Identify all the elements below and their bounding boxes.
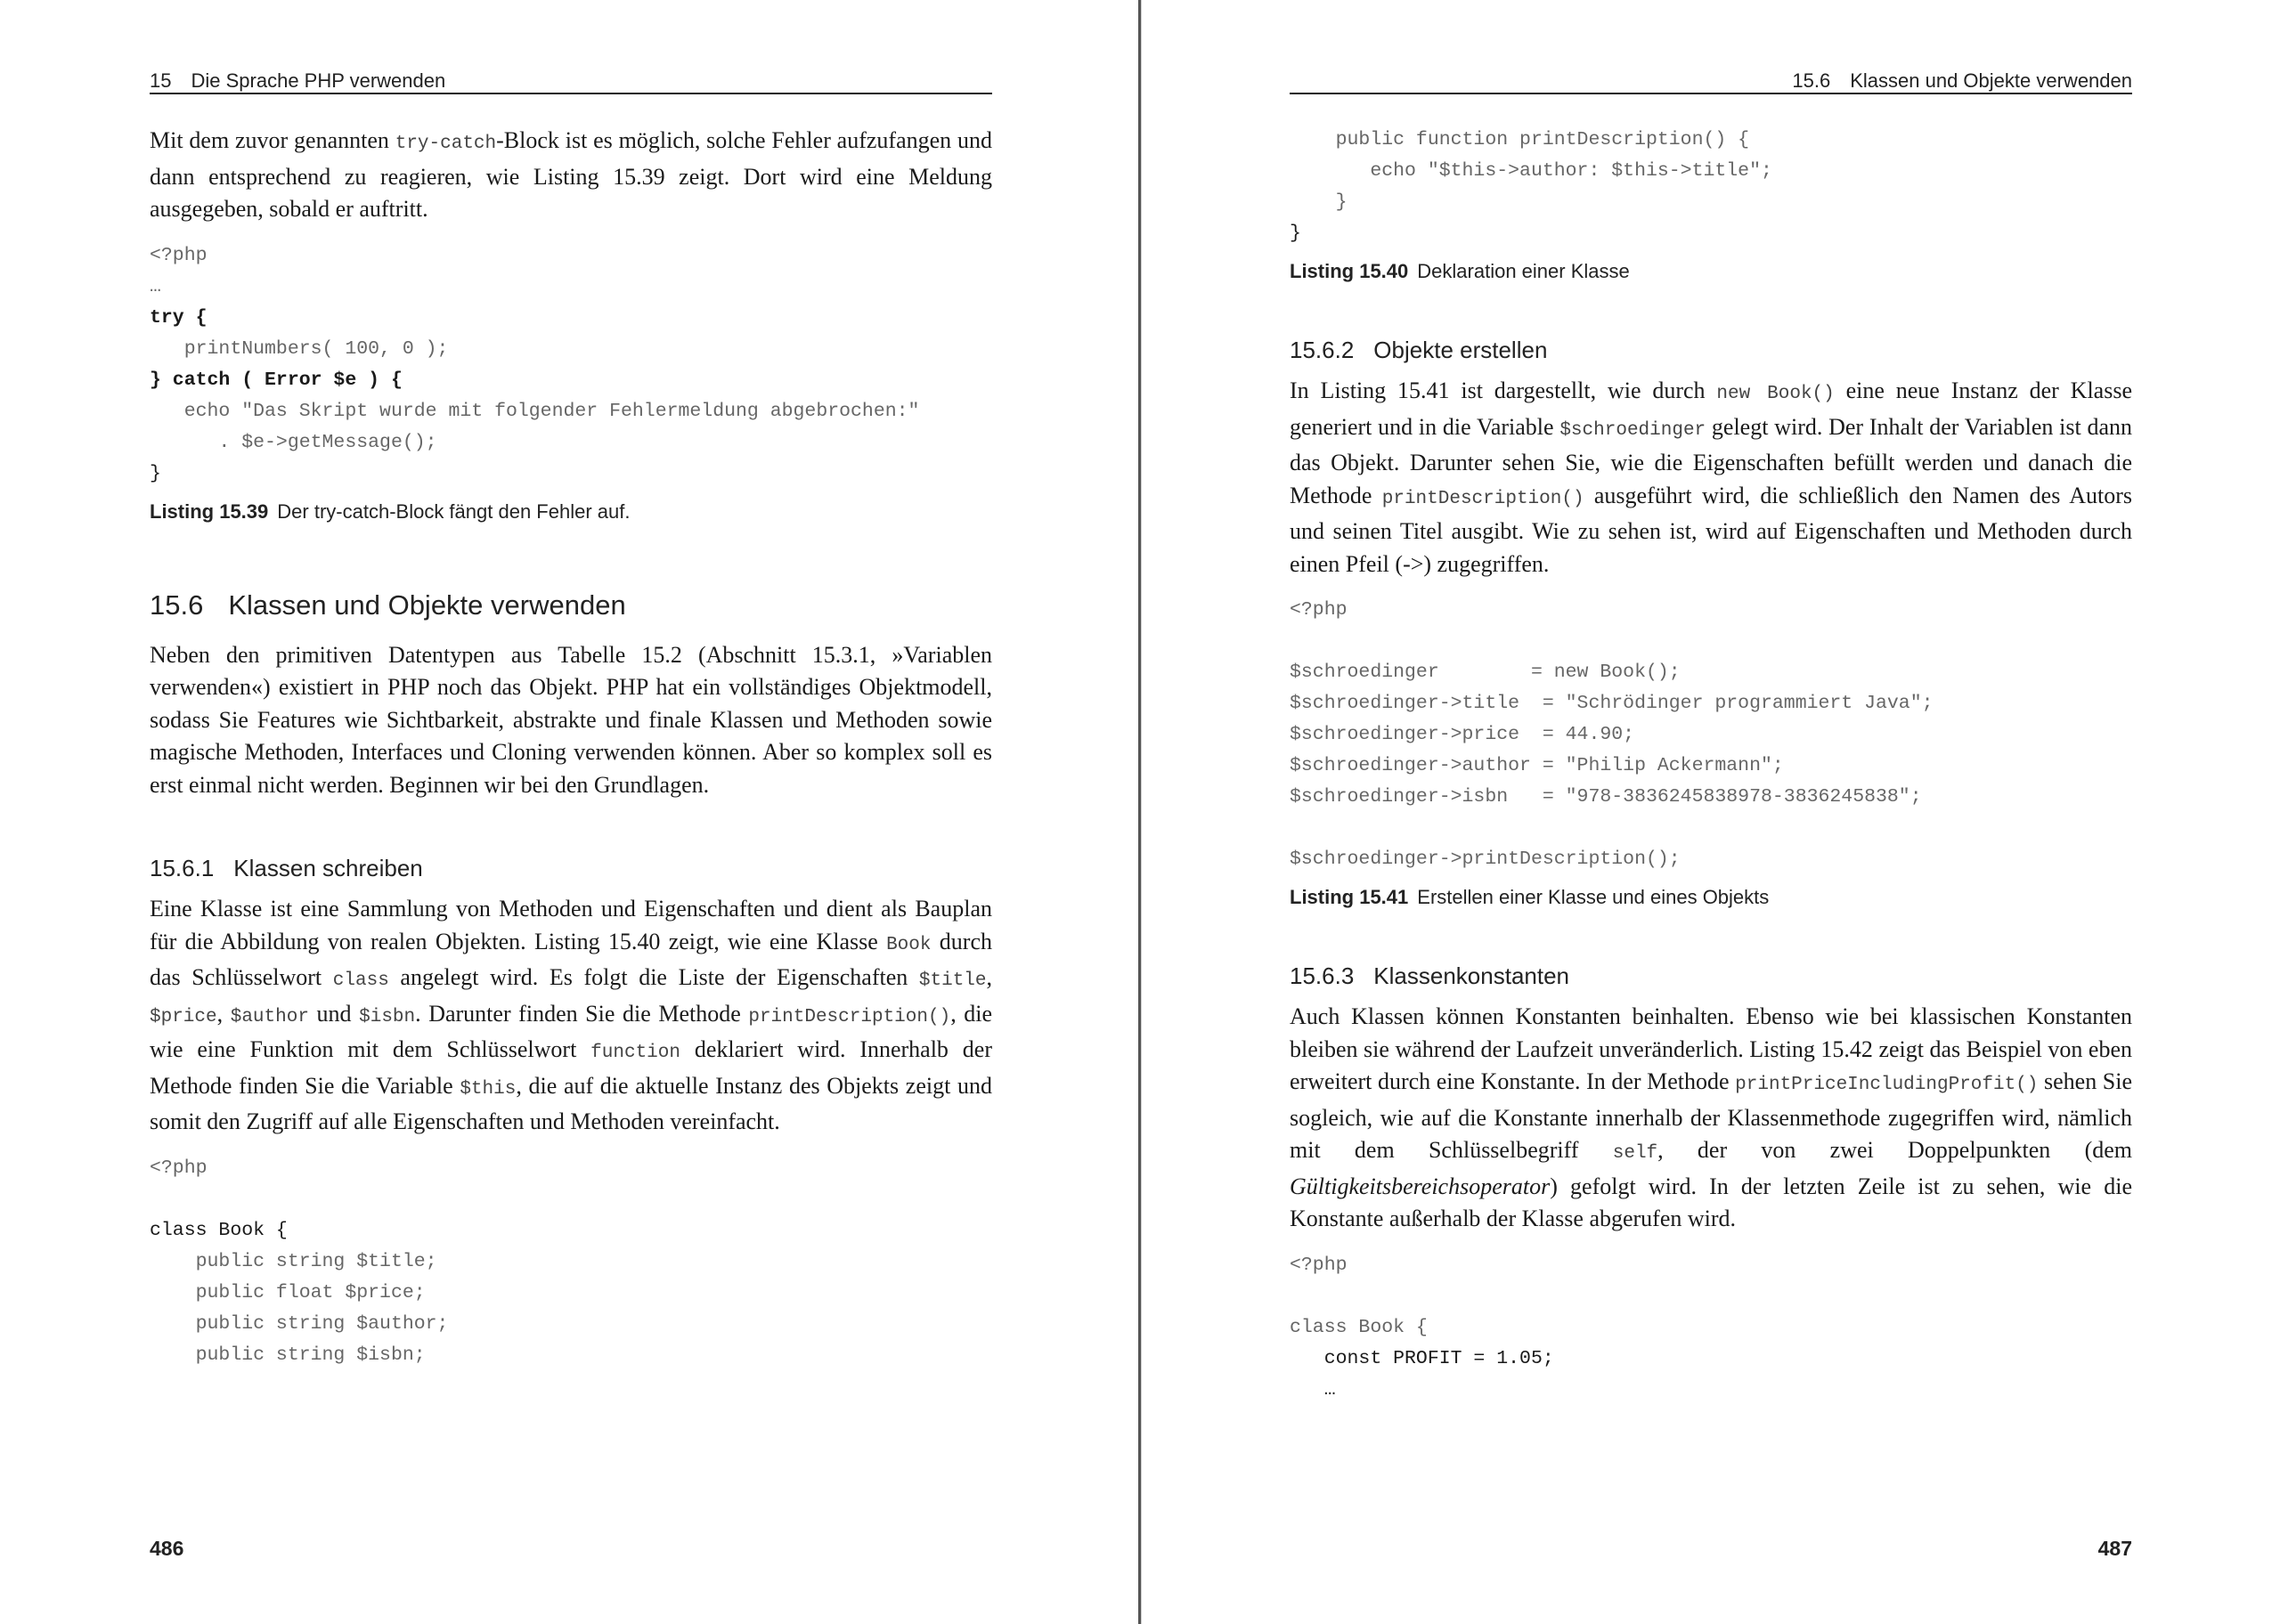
code-line: $schroedinger->price = 44.90; (1290, 724, 1635, 745)
subsection-heading-15-6-1: 15.6.1 Klassen schreiben (150, 855, 423, 881)
section-paragraph: Neben den primitiven Datentypen aus Tabelle 15.2 (Abschnitt 15.3.1, »Variablen verwenden«) existiert in PHP noch das Objekt. PHP hat ein vollständiges Objektmodell, sodass Sie Features wie Sichtbarkeit, abstrakte und finale Klassen und Methoden sowie magische Methoden, Interfaces und Cloning verwenden können. Aber so komplex soll es erst einmal nicht werden. Beginnen wir bei den Grundlagen. (150, 641, 992, 798)
left-page (0, 0, 1139, 1624)
code-listing-15-40-part2 (1290, 125, 2132, 249)
code-line (1290, 813, 2132, 844)
code-listing-15-39 (150, 240, 992, 490)
section-heading-15-6: 15.6 Klassen und Objekte verwenden (150, 589, 626, 621)
code-line: $schroedinger->title = "Schrödinger programmiert Java"; (1290, 693, 1934, 714)
code-line: } (1290, 223, 1301, 244)
running-header-right (1290, 59, 2132, 94)
code-line: $schroedinger = new Book(); (1290, 662, 1681, 683)
listing-caption-15-41: Listing 15.41 Erstellen einer Klasse und eines Objekts (1290, 886, 1770, 908)
code-line: public function printDescription() { (1290, 129, 1750, 150)
code-line: public string $isbn; (150, 1344, 426, 1366)
code-line: $schroedinger->author = "Philip Ackermann"; (1290, 755, 1784, 776)
code-line: const PROFIT = 1.05; (1290, 1347, 1554, 1369)
code-line: echo "Das Skript wurde mit folgender Fehlermeldung abgebrochen:" (150, 400, 920, 422)
right-page-content (1290, 59, 2132, 1417)
code-line: public string $title; (150, 1250, 437, 1272)
code-line (150, 1184, 992, 1215)
code-line: <?php (150, 1157, 208, 1179)
listing-caption-15-40: Listing 15.40 Deklaration einer Klasse (1290, 260, 1630, 282)
code-line: class Book { (150, 1219, 288, 1241)
subsection-paragraph-objects: In Listing 15.41 ist dargestellt, wie durch new Book() eine neue Instanz der Klasse generiert und in die Variable $schroedinger gelegt wird. Der Inhalt der Variablen ist dann das Objekt. Darunter sehen Sie, wie die Eigenschaften befüllt werden und danach die Methode printDescription() ausgeführt wird, die schließlich den Namen des Autors und seinen Titel ausgibt. Wie zu sehen ist, wird auf Eigenschaften und Methoden durch einen Pfeil (->) zugegriffen. (1290, 378, 2132, 577)
chapter-title: Die Sprache PHP verwenden (191, 69, 446, 92)
code-line: echo "$this->author: $this->title"; (1290, 160, 1772, 182)
code-line: printNumbers( 100, 0 ); (150, 337, 449, 360)
intro-paragraph: Mit dem zuvor genannten try-catch-Block ist es möglich, solche Fehler aufzufangen und dann entsprechend zu reagieren, wie Listing 15.39 zeigt. Dort wird eine Meldung ausgegeben, sobald er auftritt. (150, 127, 992, 222)
subsection-paragraph: Eine Klasse ist eine Sammlung von Methoden und Eigenschaften und dient als Bauplan für die Abbildung von realen Objekten. Listing 15.40 zeigt, wie eine Klasse Book durch das Schlüsselwort class angelegt wird. Es folgt die Liste der Eigenschaften $title, $price, $author und $isbn. Darunter finden Sie die Methode printDescription(), die wie eine Funktion mit dem Schlüsselwort function deklariert wird. Innerhalb der Methode finden Sie die Variable $this, die auf die aktuelle Instanz des Objekts zeigt und somit den Zugriff auf alle Eigenschaften und Methoden vereinfacht. (150, 896, 993, 1134)
code-line: . $e->getMessage(); (150, 431, 437, 453)
code-line: public string $author; (150, 1312, 449, 1335)
subsection-heading-15-6-3: 15.6.3 Klassenkonstanten (1290, 962, 1570, 989)
chapter-number: 15 (150, 69, 172, 92)
code-listing-15-42-part1 (1290, 1250, 2132, 1406)
subsection-heading-15-6-2: 15.6.2 Objekte erstellen (1290, 337, 1548, 363)
code-line: class Book { (1290, 1316, 1428, 1338)
right-page (1141, 0, 2280, 1624)
code-line: try { (150, 306, 208, 329)
running-header-left (150, 59, 992, 94)
listing-caption-15-39: Listing 15.39 Der try-catch-Block fängt den Fehler auf. (150, 499, 631, 523)
code-line: } (150, 462, 161, 484)
code-line: } catch ( Error $e ) { (150, 369, 403, 391)
code-line: <?php (1290, 1254, 1348, 1276)
code-listing-15-41 (1290, 595, 2132, 875)
code-line: $schroedinger->isbn = "978-3836245838978-3836245838"; (1290, 786, 1922, 808)
section-number: 15.6 (1792, 69, 1831, 92)
code-line: $schroedinger->printDescription(); (1290, 849, 1681, 870)
code-line: … (150, 275, 161, 297)
code-line (1290, 626, 2132, 657)
code-line: … (1290, 1378, 1336, 1401)
code-line: } (1290, 191, 1348, 213)
left-page-content (150, 59, 992, 1382)
page-number-left: 486 (150, 1537, 184, 1560)
code-listing-15-40-part1 (150, 1153, 992, 1371)
section-title: Klassen und Objekte verwenden (1850, 69, 2132, 92)
page-number-right: 487 (2097, 1537, 2132, 1560)
code-line: <?php (1290, 599, 1348, 621)
subsection-paragraph-constants: Auch Klassen können Konstanten beinhalten. Ebenso wie bei klassischen Konstanten bleiben sie während der Laufzeit unveränderlich. Listing 15.42 zeigt das Beispiel von eben erweitert durch eine Konstante. In der Methode printPriceIncludingProfit() sehen Sie sogleich, wie auf die Konstante innerhalb der Klassenmethode zugegriffen wird, nämlich mit dem Schlüsselbegriff self, der von zwei Doppelpunkten (dem Gültigkeitsbereichsoperator) gefolgt wird. In der letzten Zeile ist zu sehen, wie die Konstante außerhalb der Klasse abgerufen wird. (1290, 1003, 2133, 1231)
code-line: public float $price; (150, 1281, 426, 1303)
code-line: <?php (150, 244, 208, 266)
code-line (1290, 1281, 2132, 1312)
